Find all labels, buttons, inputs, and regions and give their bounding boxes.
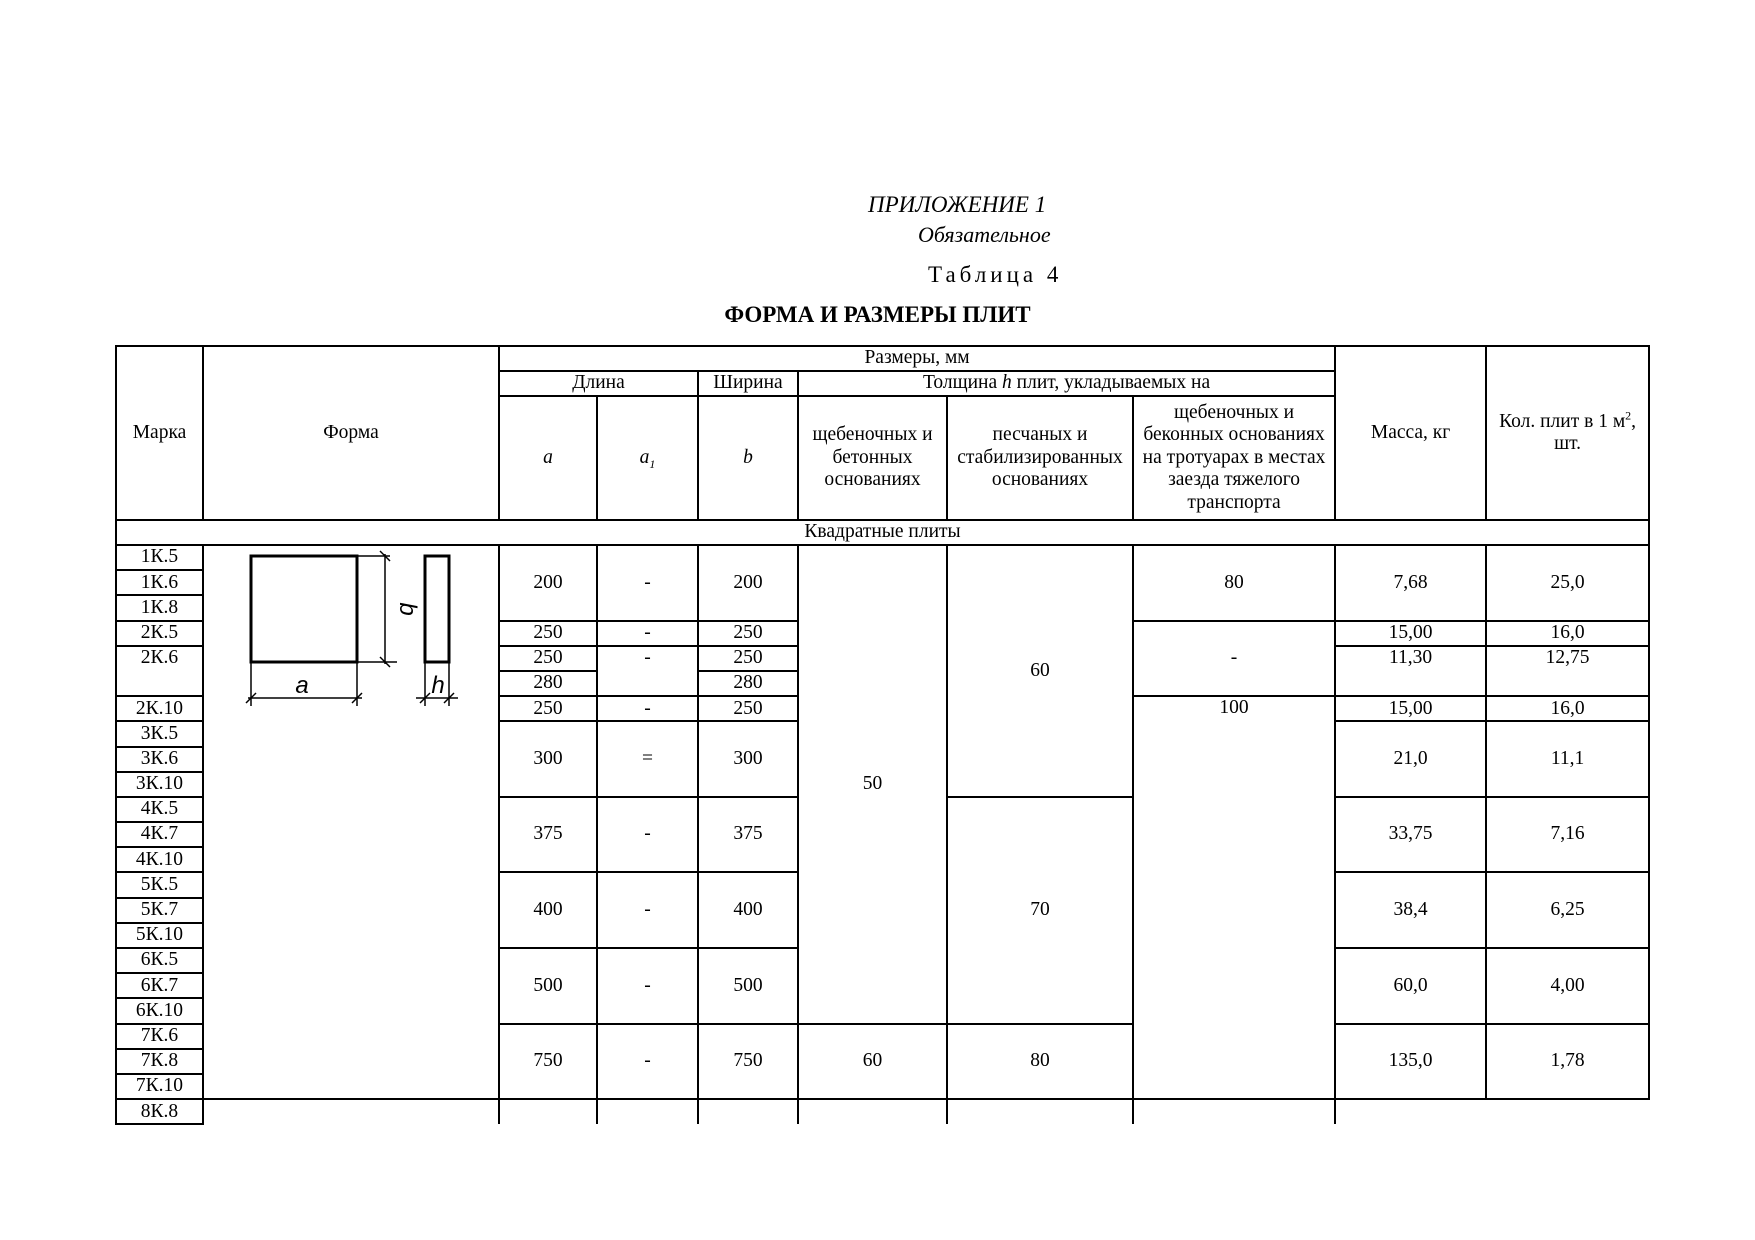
cell-a1: - — [597, 621, 698, 646]
cell-a1: - — [597, 646, 698, 696]
cell-a1: - — [597, 797, 698, 873]
mark-cell: 2К.5 — [116, 621, 203, 646]
cell-a: 500 — [499, 948, 597, 1024]
cell-count: 1,78 — [1486, 1024, 1649, 1100]
cell-b: 250 — [698, 621, 798, 646]
cell-count: 7,16 — [1486, 797, 1649, 873]
cell-mass: 7,68 — [1335, 545, 1486, 621]
mark-cell: 7К.6 — [116, 1024, 203, 1049]
section-square-slabs: Квадратные плиты — [116, 520, 1649, 545]
header-thickness: Толщина h плит, укладываемых на — [798, 371, 1335, 396]
mark-cell: 6К.5 — [116, 948, 203, 973]
cell-count: 16,0 — [1486, 621, 1649, 646]
mark-cell: 3К.5 — [116, 721, 203, 746]
thick-sand-cell — [798, 1099, 947, 1124]
table-title: ФОРМА И РАЗМЕРЫ ПЛИТ — [724, 302, 1031, 327]
cell-count: 12,75 — [1486, 646, 1649, 696]
cell-a1: - — [597, 545, 698, 621]
cell-a: 375 — [499, 797, 597, 873]
cell-b — [597, 1099, 698, 1124]
mark-cell: 8К.8 — [116, 1099, 203, 1124]
thick-sidewalk-dash: - — [1133, 621, 1335, 697]
mark-cell: 1К.5 — [116, 545, 203, 570]
header-shape: Форма — [203, 346, 499, 520]
mark-cell: 4К.10 — [116, 847, 203, 872]
cell-a1: - — [597, 1024, 698, 1100]
mark-cell: 3К.10 — [116, 772, 203, 797]
cell-a: 200 — [499, 545, 597, 621]
header-crushed-concrete: щебеночных и бетонных основаниях — [798, 396, 947, 520]
slab-size-table — [115, 345, 1650, 1125]
cell-b: 750 — [698, 1024, 798, 1100]
cell-mass — [947, 1099, 1133, 1124]
mark-cell: 4К.5 — [116, 797, 203, 822]
cell-a: 750 — [499, 1024, 597, 1100]
cell-mass: 33,75 — [1335, 797, 1486, 873]
cell-mass: 135,0 — [1335, 1024, 1486, 1100]
header-length: Длина — [499, 371, 698, 396]
cell-mass: 15,00 — [1335, 621, 1486, 646]
shape-drawing-cell — [203, 545, 499, 1099]
cell-count: 11,1 — [1486, 721, 1649, 797]
cell-mass: 21,0 — [1335, 721, 1486, 797]
mark-cell: 5К.5 — [116, 872, 203, 897]
header-b: b — [698, 396, 798, 520]
header-sidewalks: щебеночных и беконных основаниях на тротуарах в местах заезда тяжелого транспорта — [1133, 396, 1335, 520]
thick-crushed-50: 50 — [798, 545, 947, 1024]
slab-drawing — [242, 546, 462, 721]
cell-a1: = — [597, 721, 698, 797]
cell-count: 4,00 — [1486, 948, 1649, 1024]
cell-mass: 38,4 — [1335, 872, 1486, 948]
cell-b: 500 — [698, 948, 798, 1024]
cell-a1: - — [597, 948, 698, 1024]
label-h: h — [431, 672, 445, 699]
mark-cell: 6К.7 — [116, 973, 203, 998]
thick-sand-70: 70 — [947, 797, 1133, 1024]
thick-crushed-60: 60 — [798, 1024, 947, 1100]
cell-a: 400 — [499, 872, 597, 948]
cell-count: 6,25 — [1486, 872, 1649, 948]
header-sizes: Размеры, мм — [499, 346, 1335, 371]
thick-sidewalk-80: 80 — [1133, 545, 1335, 621]
header-mass: Масса, кг — [1335, 346, 1486, 520]
cell-a: 300 — [499, 721, 597, 797]
cell-b: 280 — [698, 671, 798, 696]
header-mark: Марка — [116, 346, 203, 520]
thick-sand-60: 60 — [947, 545, 1133, 797]
header-a: a — [499, 396, 597, 520]
thick-crushed-cell — [698, 1099, 798, 1124]
cell-a1: - — [597, 872, 698, 948]
cell-count — [1133, 1099, 1335, 1124]
cell-a: 250 — [499, 621, 597, 646]
mark-cell: 2К.6 — [116, 646, 203, 696]
table-number: Таблица 4 — [928, 262, 1063, 287]
thick-sidewalk-100: 100 — [1133, 696, 1335, 1099]
cell-count: 16,0 — [1486, 696, 1649, 721]
label-a: a — [295, 672, 309, 699]
cell-mass: 11,30 — [1335, 646, 1486, 696]
thick-sand-80: 80 — [947, 1024, 1133, 1100]
mandatory-label: Обязательное — [918, 222, 1051, 247]
cell-b: 250 — [698, 646, 798, 671]
header-count: Кол. плит в 1 $м^2$, шт. — [1486, 346, 1649, 520]
mark-cell: 7К.8 — [116, 1049, 203, 1074]
cell-b: 300 — [698, 721, 798, 797]
mark-cell: 1К.8 — [116, 595, 203, 620]
mark-cell: 6К.10 — [116, 998, 203, 1023]
mark-cell: 1К.6 — [116, 570, 203, 595]
cell-a: 250 — [499, 696, 597, 721]
cell-a — [203, 1099, 499, 1124]
cell-a1 — [499, 1099, 597, 1124]
header-a1: $a_1$ — [597, 396, 698, 520]
cell-a1: - — [597, 696, 698, 721]
cell-b: 250 — [698, 696, 798, 721]
header-width: Ширина — [698, 371, 798, 396]
cell-count: 25,0 — [1486, 545, 1649, 621]
cell-b: 375 — [698, 797, 798, 873]
header-sand-stabilized: песчаных и стабилизированных основаниях — [947, 396, 1133, 520]
cell-b: 400 — [698, 872, 798, 948]
mark-cell: 7К.10 — [116, 1074, 203, 1099]
mark-cell: 4К.7 — [116, 822, 203, 847]
mark-cell: 3К.6 — [116, 747, 203, 772]
cell-a: 250 — [499, 646, 597, 671]
appendix-label: ПРИЛОЖЕНИЕ 1 — [868, 192, 1047, 217]
cell-mass: 15,00 — [1335, 696, 1486, 721]
mark-cell: 5К.7 — [116, 898, 203, 923]
cell-a: 280 — [499, 671, 597, 696]
cell-b: 200 — [698, 545, 798, 621]
mark-cell: 5К.10 — [116, 923, 203, 948]
cell-mass: 60,0 — [1335, 948, 1486, 1024]
label-b: b — [394, 602, 421, 616]
mark-cell: 2К.10 — [116, 696, 203, 721]
